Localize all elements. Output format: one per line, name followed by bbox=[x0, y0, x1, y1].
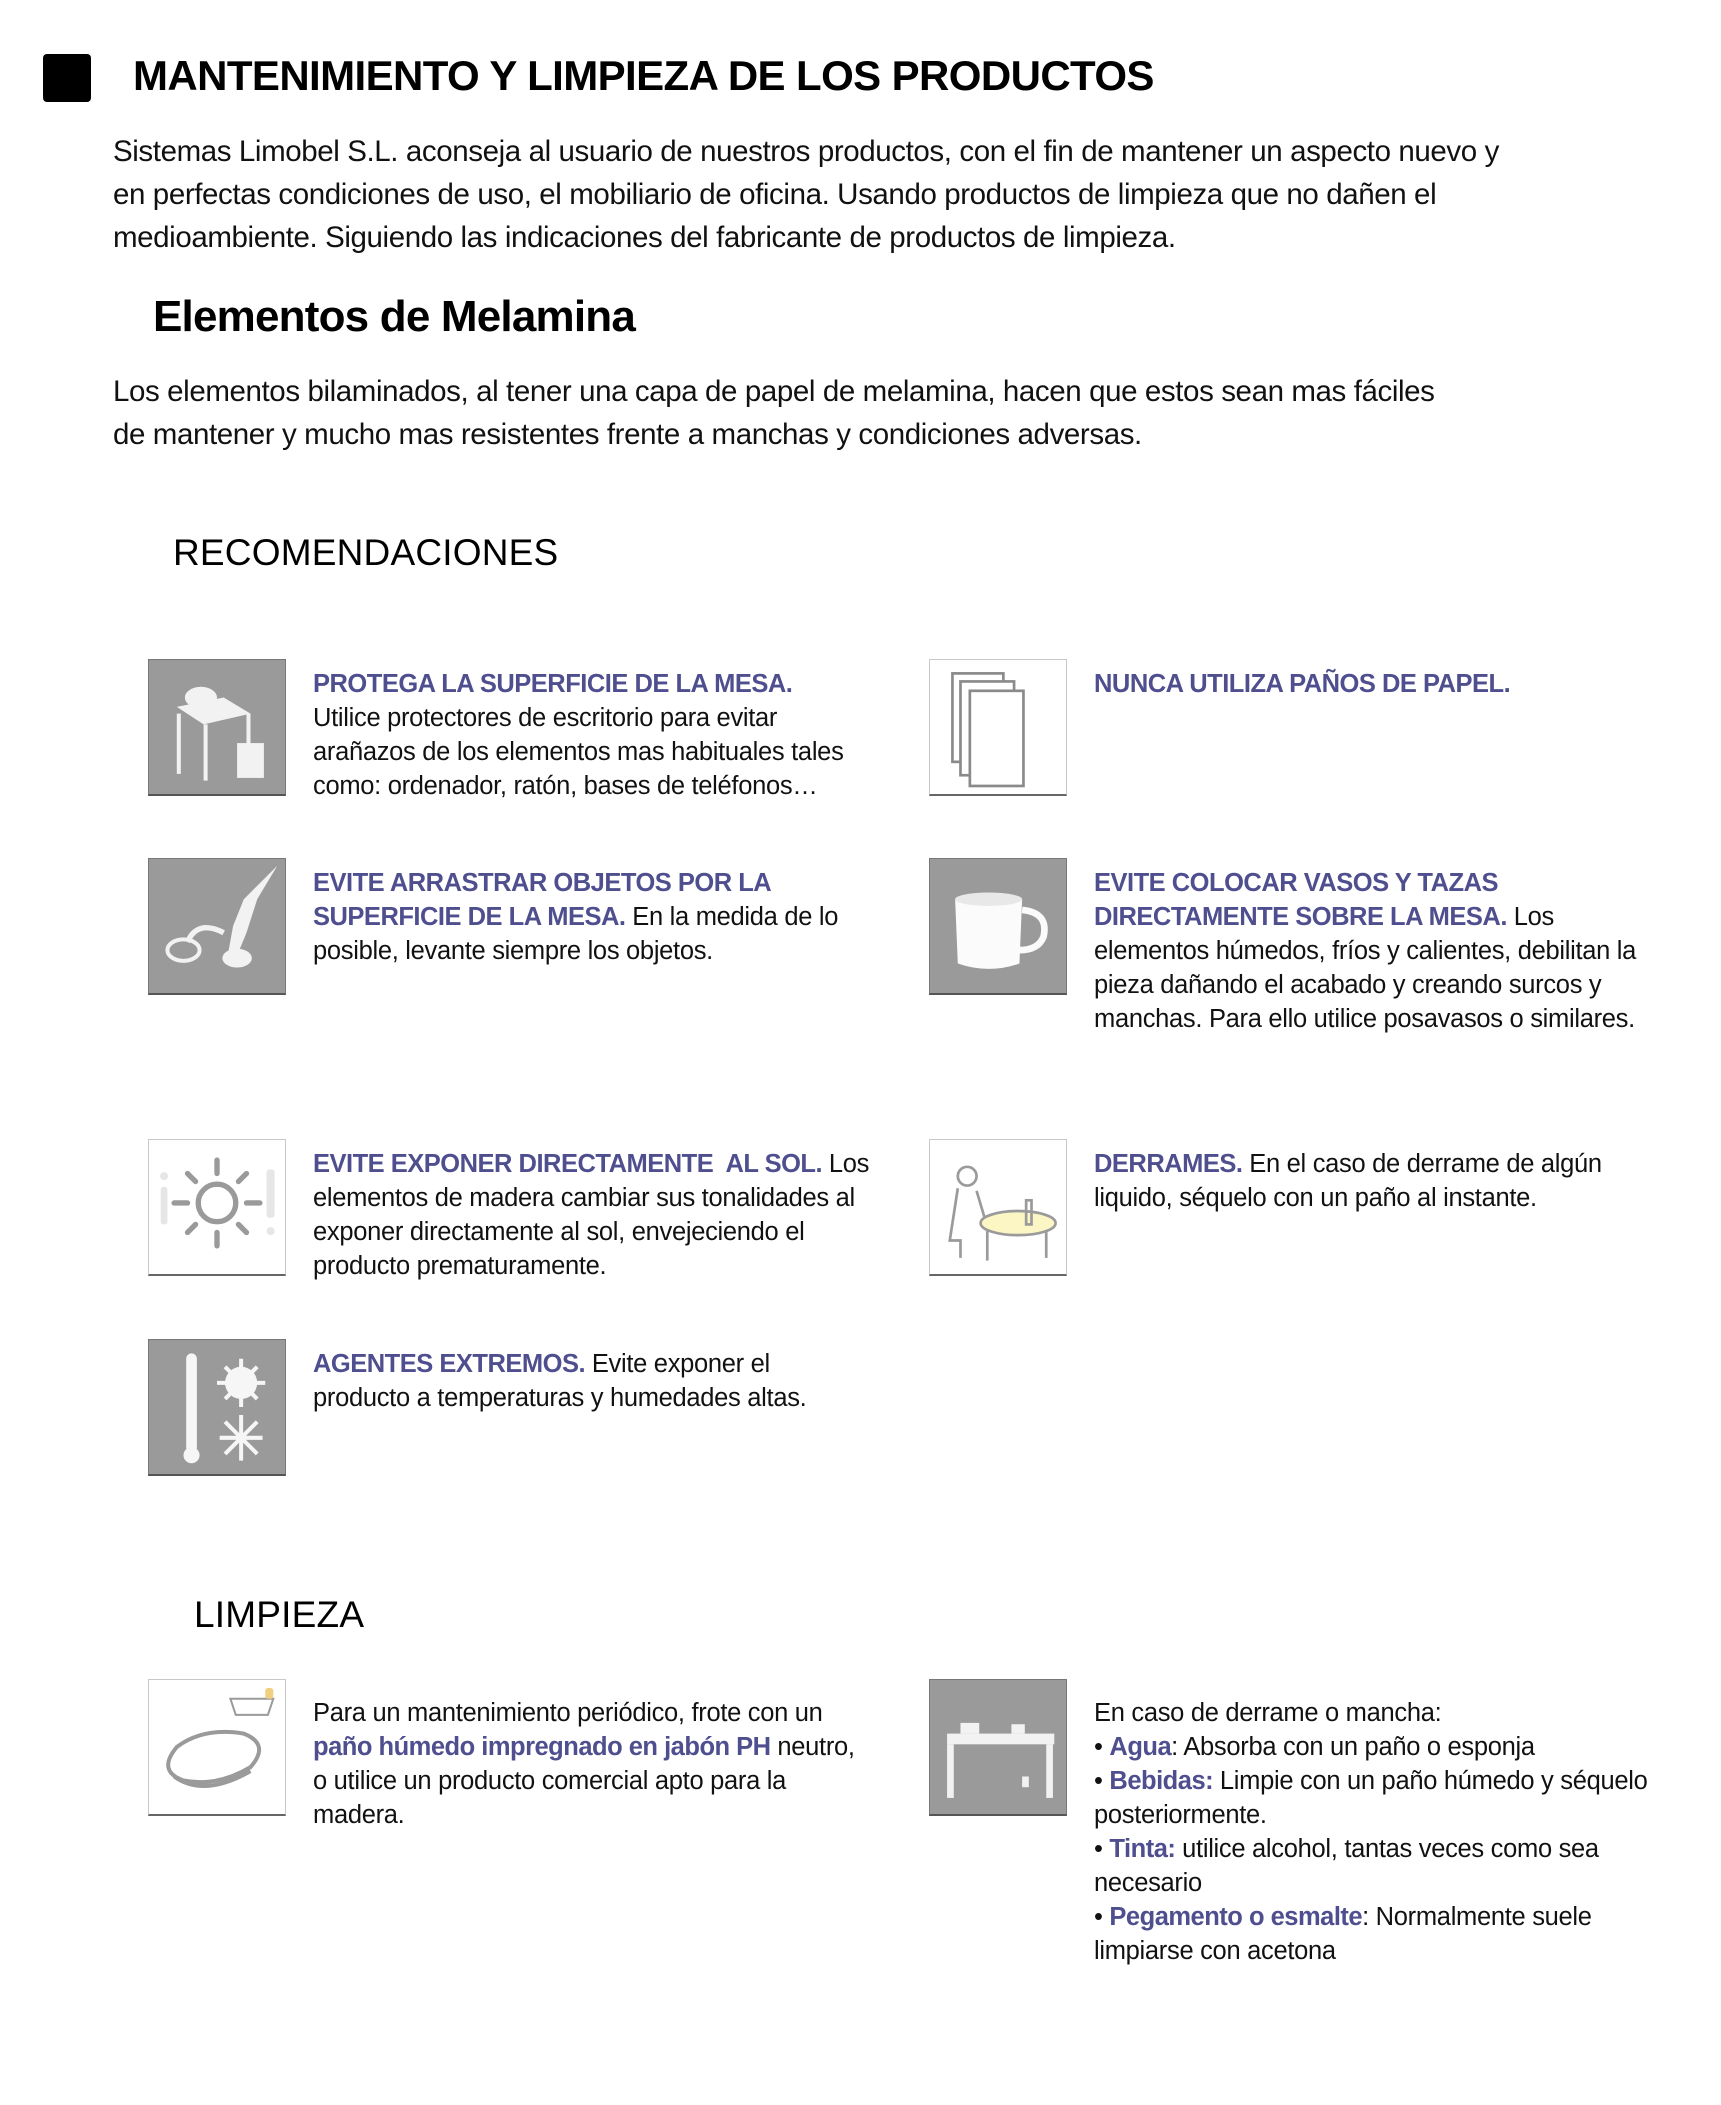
intro-line: en perfectas condiciones de uso, el mobiliario de oficina. Usando productos de limpieza que no dañen el bbox=[113, 178, 1437, 211]
recommendation-text: En el caso de derrame de algún liquido, séquelo con un paño al instante. bbox=[1094, 1150, 1602, 1212]
stain-text: utilice alcohol, tantas veces como sea necesario bbox=[1094, 1835, 1599, 1897]
melamina-heading: Elementos de Melamina bbox=[153, 292, 636, 341]
cleaning-text: Para un mantenimiento periódico, frote con un bbox=[313, 1699, 823, 1727]
cleaning-highlight: paño húmedo impregnado en jabón PH bbox=[313, 1733, 771, 1761]
recommendation-highlight: DERRAMES. bbox=[1094, 1150, 1243, 1178]
hand-drag-icon bbox=[148, 858, 286, 995]
section-marker-icon bbox=[43, 54, 91, 102]
stain-text: Absorba con un paño o esponja bbox=[1177, 1733, 1535, 1761]
recommendation-highlight: AGENTES EXTREMOS. bbox=[313, 1350, 586, 1378]
stain-text: Limpie con un paño húmedo y séquelo posteriormente. bbox=[1094, 1767, 1648, 1829]
page-title: MANTENIMIENTO Y LIMPIEZA DE LOS PRODUCTOS bbox=[133, 52, 1154, 99]
recommendation-protect-desk bbox=[313, 667, 853, 803]
melamina-paragraph bbox=[113, 370, 1713, 456]
paper-sheets-icon bbox=[929, 659, 1067, 796]
intro-line: Sistemas Limobel S.L. aconseja al usuario de nuestros productos, con el fin de mantener un aspecto nuevo y bbox=[113, 135, 1499, 168]
desk-protector-icon bbox=[148, 659, 286, 796]
sponge-icon bbox=[148, 1679, 286, 1816]
recommendation-spills bbox=[1094, 1147, 1654, 1215]
cleaning-stains bbox=[1094, 1696, 1654, 1968]
recommendation-highlight: EVITE EXPONER DIRECTAMENTE AL SOL. bbox=[313, 1150, 823, 1178]
stain-sep: : bbox=[1171, 1733, 1178, 1761]
thermometer-icon bbox=[148, 1339, 286, 1476]
recommendation-no-sun bbox=[313, 1147, 873, 1283]
stain-sep: : bbox=[1362, 1903, 1369, 1931]
spill-icon bbox=[929, 1139, 1067, 1276]
limpieza-heading: LIMPIEZA bbox=[194, 1594, 365, 1635]
recommendation-no-cups bbox=[1094, 866, 1654, 1036]
stains-intro: En caso de derrame o mancha: bbox=[1094, 1699, 1442, 1727]
melamina-line: Los elementos bilaminados, al tener una capa de papel de melamina, hacen que estos sean mas fáciles bbox=[113, 375, 1435, 408]
recommendation-highlight: EVITE ARRASTRAR OBJETOS POR LA SUPERFICIE DE LA MESA. bbox=[313, 869, 771, 931]
recommendation-no-drag bbox=[313, 866, 853, 968]
recommendation-highlight: EVITE COLOCAR VASOS Y TAZAS DIRECTAMENTE SOBRE LA MESA. bbox=[1094, 869, 1507, 931]
recommendation-highlight: PROTEGA LA SUPERFICIE DE LA MESA. bbox=[313, 670, 793, 698]
stain-label: Pegamento o esmalte bbox=[1109, 1903, 1363, 1931]
recommendation-no-paper bbox=[1094, 667, 1654, 701]
stain-bullet-drinks: • Bebidas: Limpie con un paño húmedo y séquelo posteriormente. bbox=[1094, 1767, 1648, 1829]
stain-bullet-ink: • Tinta: utilice alcohol, tantas veces como sea necesario bbox=[1094, 1835, 1599, 1897]
sun-warning-icon bbox=[148, 1139, 286, 1276]
stain-text: Normalmente suele limpiarse con acetona bbox=[1094, 1903, 1592, 1965]
stain-label: Tinta: bbox=[1109, 1835, 1176, 1863]
stain-bullet-water: • Agua: Absorba con un paño o esponja bbox=[1094, 1733, 1535, 1761]
stain-label: Agua bbox=[1109, 1733, 1172, 1761]
recommendation-text: Evite exponer el producto a temperaturas y humedades altas. bbox=[313, 1350, 807, 1412]
stain-label: Bebidas: bbox=[1109, 1767, 1214, 1795]
intro-paragraph bbox=[113, 130, 1713, 259]
recommendation-text: Utilice protectores de escritorio para evitar arañazos de los elementos mas habituales tales como: ordenador, ratón, bases de teléfonos… bbox=[313, 704, 844, 800]
melamina-line: de mantener y mucho mas resistentes frente a manchas y condiciones adversas. bbox=[113, 418, 1142, 451]
cleaning-text: neutro, o utilice un producto comercial apto para la madera. bbox=[313, 1733, 855, 1829]
mug-icon bbox=[929, 858, 1067, 995]
recommendation-text: En la medida de lo posible, levante siempre los objetos. bbox=[313, 903, 839, 965]
stain-bullet-glue: • Pegamento o esmalte: Normalmente suele limpiarse con acetona bbox=[1094, 1903, 1592, 1965]
recommendation-highlight: NUNCA UTILIZA PAÑOS DE PAPEL. bbox=[1094, 670, 1511, 698]
intro-line: medioambiente. Siguiendo las indicaciones del fabricante de productos de limpieza. bbox=[113, 221, 1176, 254]
recomendaciones-heading: RECOMENDACIONES bbox=[173, 532, 559, 573]
recommendation-extreme-agents bbox=[313, 1347, 873, 1415]
table-stain-icon bbox=[929, 1679, 1067, 1816]
recommendation-text: Los elementos húmedos, fríos y calientes, debilitan la pieza dañando el acabado y creando surcos y manchas. Para ello utilice posavasos o similares. bbox=[1094, 903, 1637, 1033]
cleaning-periodic bbox=[313, 1696, 873, 1832]
recommendation-text: Los elementos de madera cambiar sus tonalidades al exponer directamente al sol, envejeciendo el producto prematuramente. bbox=[313, 1150, 870, 1280]
